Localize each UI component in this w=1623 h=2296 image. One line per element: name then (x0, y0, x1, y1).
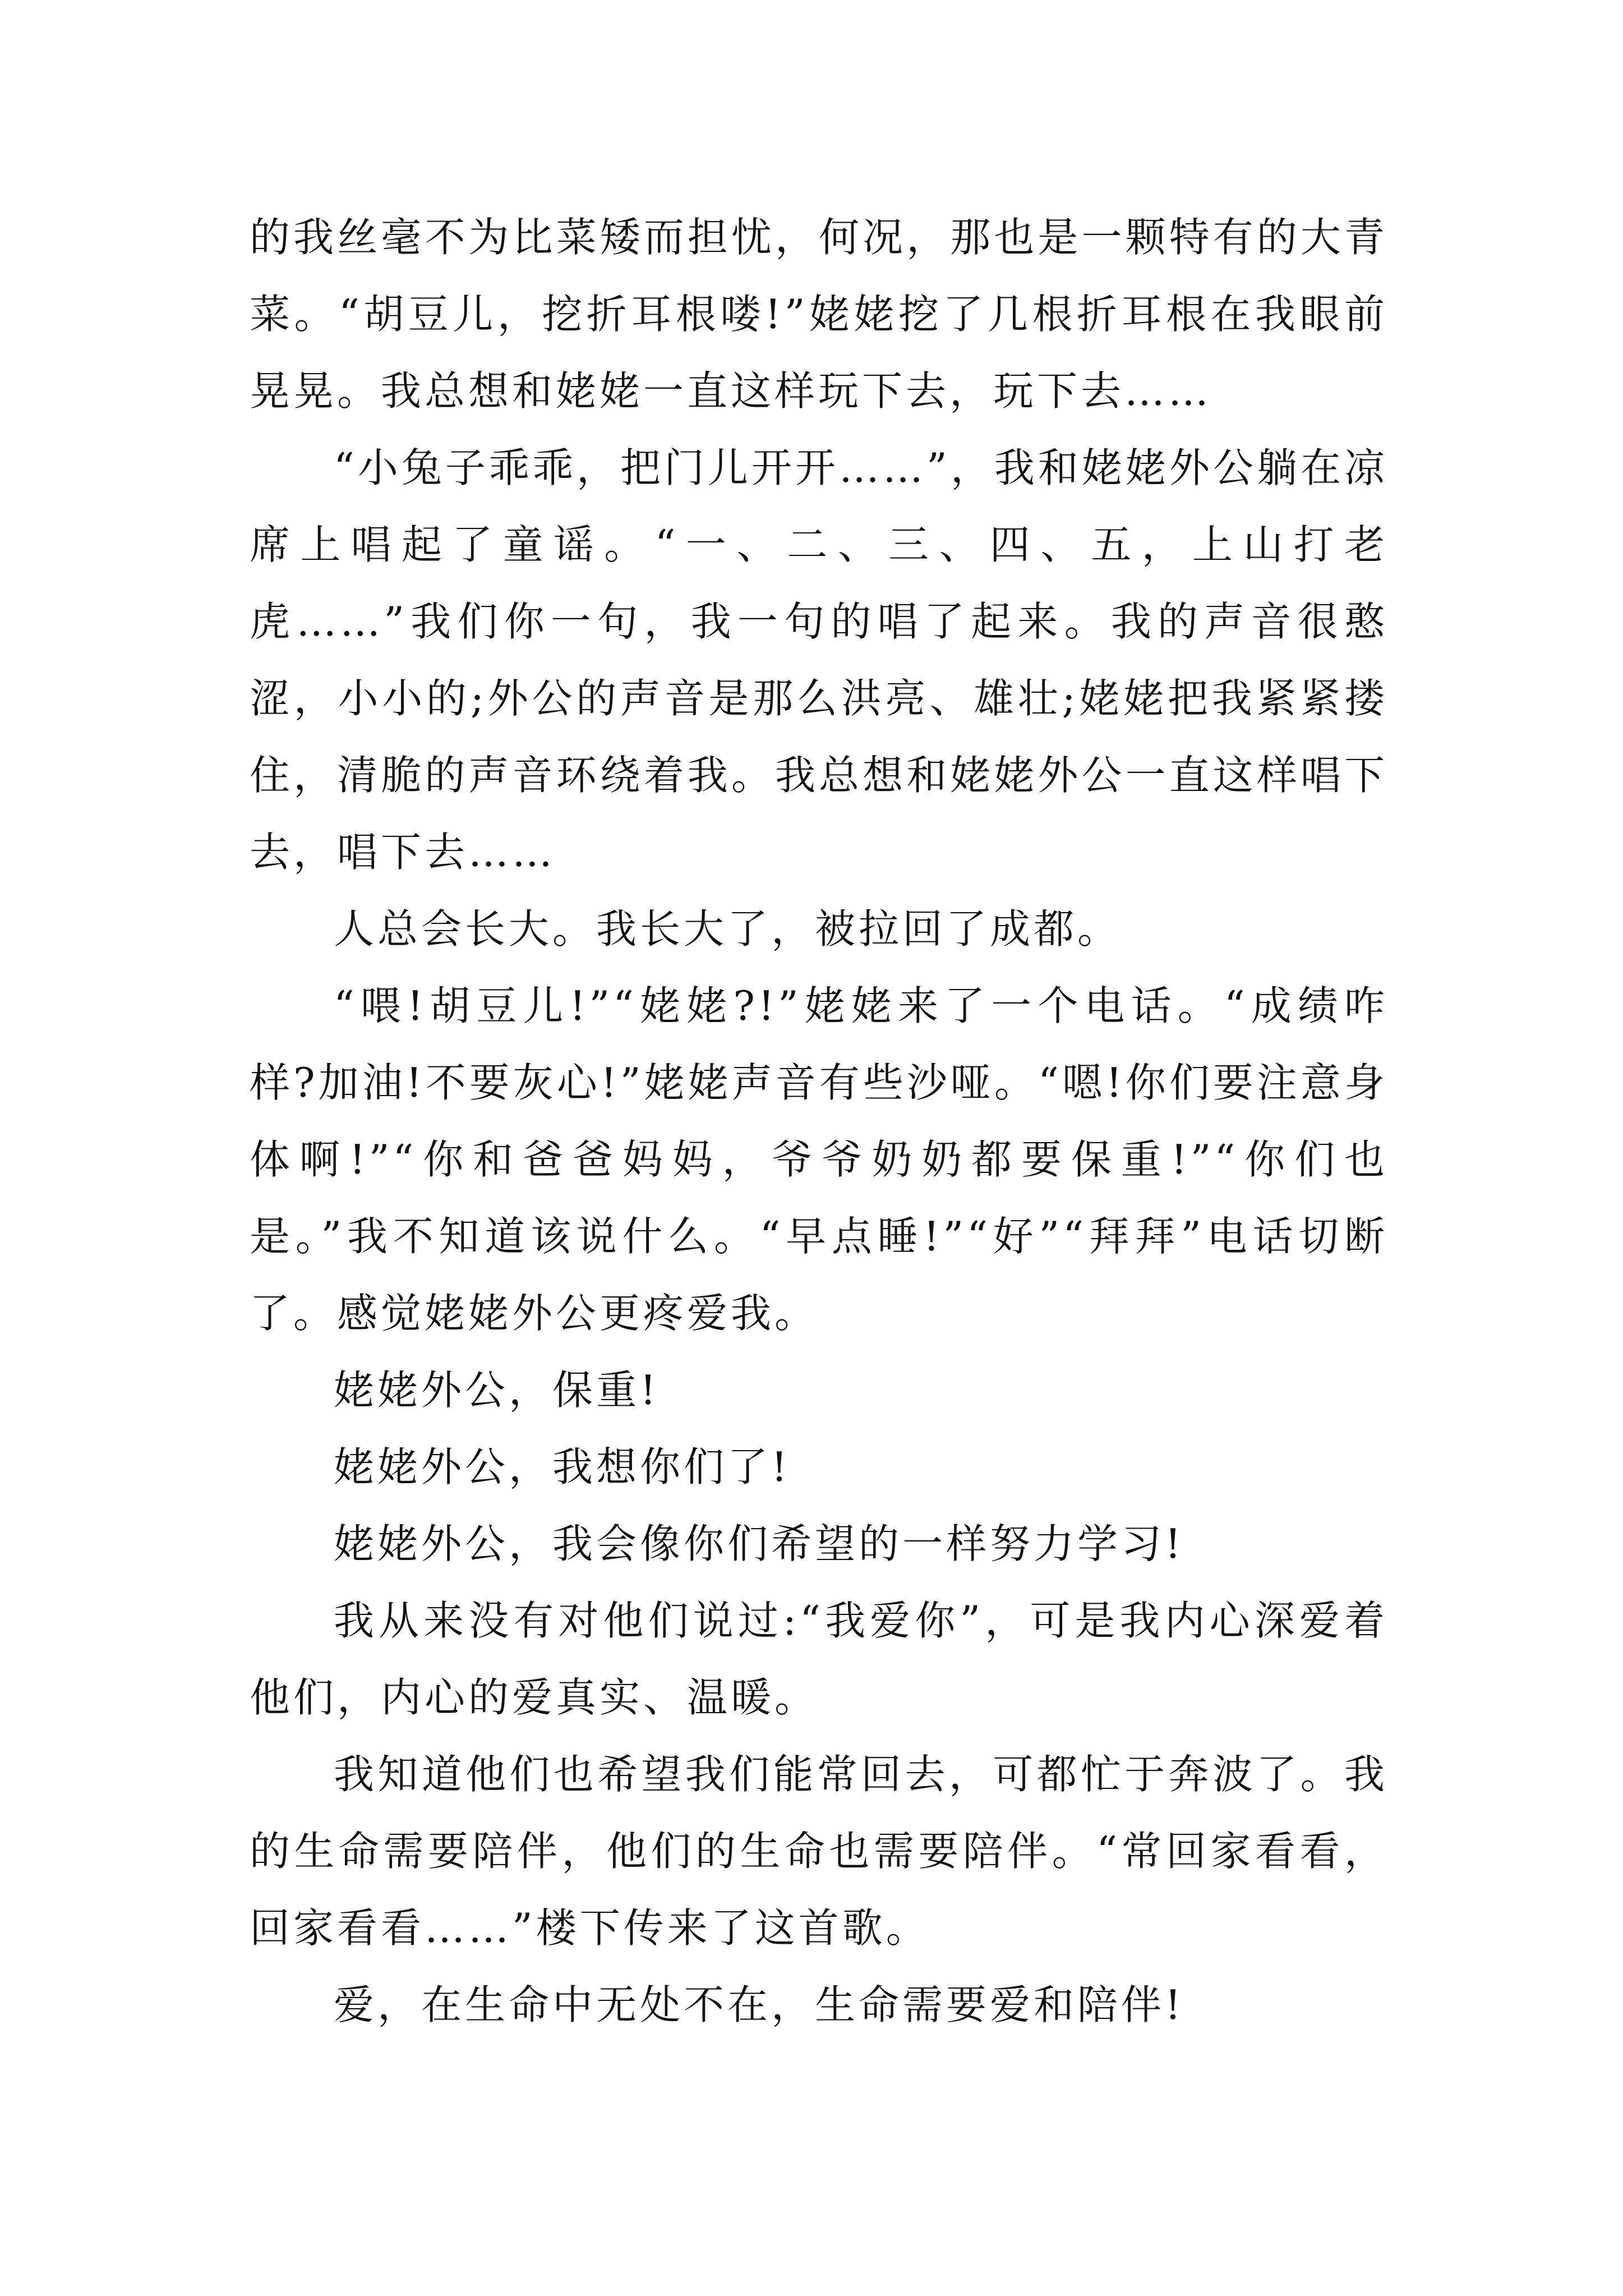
paragraph-2: “小兔子乖乖，把门儿开开……”，我和姥姥外公躺在凉席上唱起了童谣。“一、二、三、四、五，上山打老虎……”我们你一句，我一句的唱了起来。我的声音很憨涩，小小的;外公的声音是那么洪亮、雄壮;姥姥把我紧紧搂住，清脆的声音环绕着我。我总想和姥姥外公一直这样唱下去，唱下去…… (250, 444, 1388, 876)
paragraph-10: 爱，在生命中无处不在，生命需要爱和陪伴! (334, 1981, 1184, 2028)
paragraph-5: 姥姥外公，保重! (334, 1366, 660, 1414)
document-body (250, 199, 1388, 2044)
paragraph-7: 姥姥外公，我会像你们希望的一样努力学习! (334, 1520, 1184, 1567)
paragraph-9: 我知道他们也希望我们能常回去，可都忙于奔波了。我的生命需要陪伴，他们的生命也需要陪伴。“常回家看看，回家看看……”楼下传来了这首歌。 (250, 1751, 1388, 1952)
paragraph-1: 的我丝毫不为比菜矮而担忧，何况，那也是一颗特有的大青菜。“胡豆儿，挖折耳根喽!”姥姥挖了几根折耳根在我眼前晃晃。我总想和姥姥一直这样玩下去，玩下去…… (250, 214, 1388, 415)
paragraph-4: “喂!胡豆儿!”“姥姥?!”姥姥来了一个电话。“成绩咋样?加油!不要灰心!”姥姥声音有些沙哑。“嗯!你们要注意身体啊!”“你和爸爸妈妈，爷爷奶奶都要保重!”“你们也是。”我不知道该说什么。“早点睡!”“好”“拜拜”电话切断了。感觉姥姥外公更疼爱我。 (250, 982, 1388, 1337)
paragraph-8: 我从来没有对他们说过:“我爱你”，可是我内心深爱着他们，内心的爱真实、温暖。 (250, 1597, 1388, 1721)
paragraph-3: 人总会长大。我长大了，被拉回了成都。 (334, 905, 1122, 953)
paragraph-6: 姥姥外公，我想你们了! (334, 1443, 791, 1490)
